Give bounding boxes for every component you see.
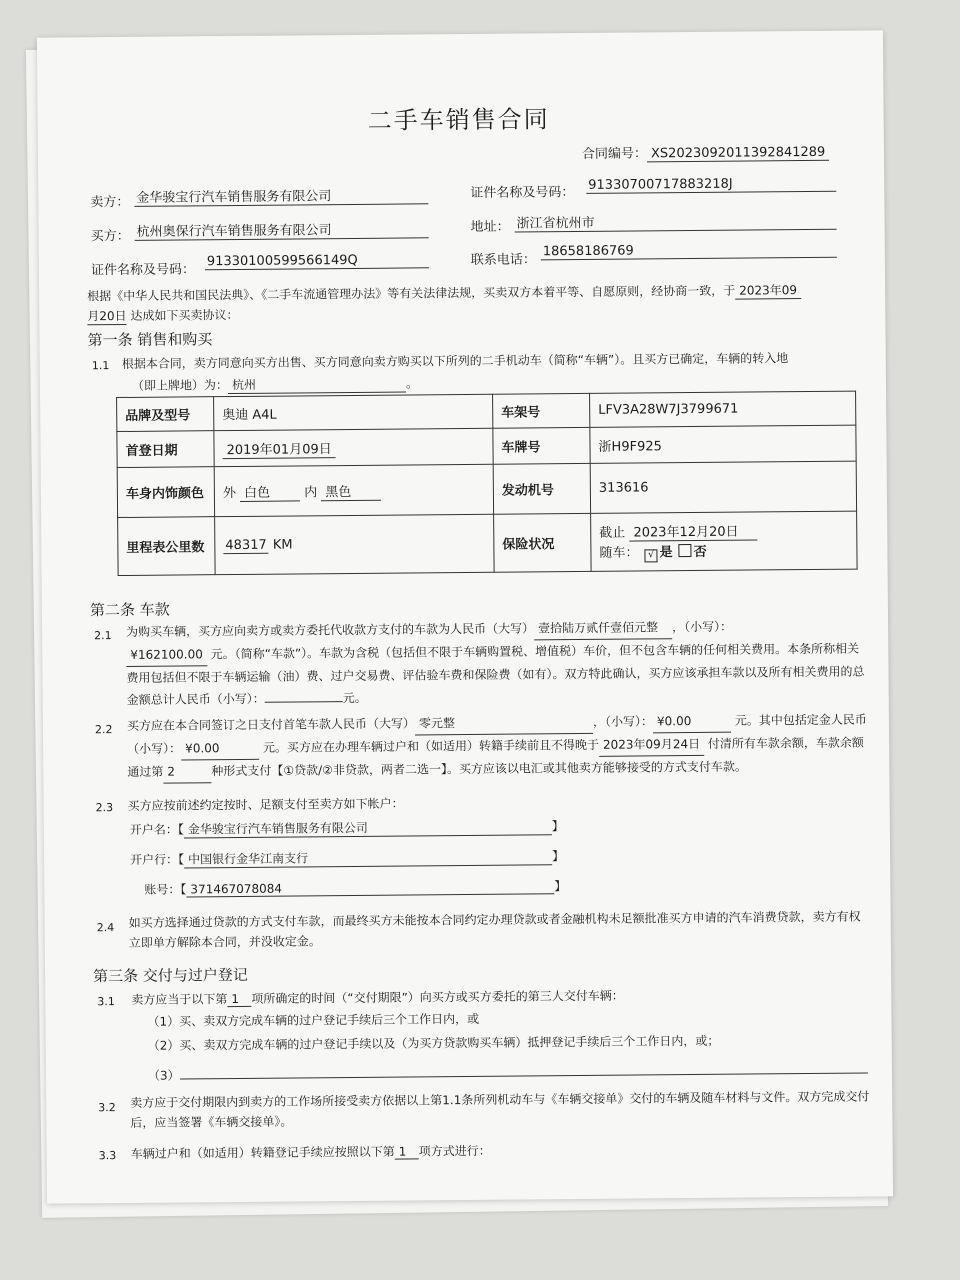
first-payment-small: ¥0.00 <box>653 710 731 734</box>
seller-label: 卖方： <box>90 194 130 211</box>
contract-page <box>37 30 893 1203</box>
account-number: 371467078084 <box>186 879 554 897</box>
article3-1-text: 卖方应当于以下第 <box>131 992 228 1007</box>
article3-3-number: 3.3 <box>98 1149 117 1163</box>
account-name-label: 开户名： <box>129 822 178 837</box>
preamble <box>87 281 801 305</box>
option-3-label: （3） <box>147 1068 180 1083</box>
odometer-cell <box>215 514 494 574</box>
engine-label: 发动机号 <box>493 463 590 514</box>
article1-1-number: 1.1 <box>91 359 110 373</box>
account-number-row <box>144 877 566 898</box>
buyer-id-label: 证件名称及号码： <box>90 262 196 279</box>
option-1: （1）买、卖双方完成车辆的过户登记手续后三个工作日内，或 <box>147 1011 480 1029</box>
bracket-right: 】 <box>552 849 565 864</box>
bank-row <box>130 847 564 869</box>
article3-1-row <box>131 987 624 1008</box>
article2-2-number: 2.2 <box>94 723 113 737</box>
table-row <box>117 461 856 517</box>
page-title: 二手车销售合同 <box>367 105 550 135</box>
with-car-label: 随车： <box>599 545 639 561</box>
price-small <box>126 643 207 667</box>
account-number-label: 账号： <box>144 882 181 897</box>
seller-id-value: 91330700717883218J <box>586 176 836 194</box>
option-3-blank <box>180 1073 868 1080</box>
first-payment-small-label: （小写）： <box>604 714 654 729</box>
bracket-left: 【 <box>180 882 187 897</box>
interior-label: 内 <box>304 484 318 500</box>
deposit-amount: ¥0.00 <box>181 737 259 761</box>
article1-heading: 第一条 销售和购买 <box>87 330 213 350</box>
buyer-phone-label: 联系电话： <box>470 252 536 268</box>
bracket-left: 【 <box>178 852 185 867</box>
article3-3-text2: 项方式进行： <box>418 1143 491 1159</box>
account-name-row <box>130 817 564 839</box>
table-row <box>118 511 857 575</box>
article2-2-text3: 元。买方应在办理车辆过户和（如适用）转籍手续前且不得晚于 <box>262 737 600 755</box>
price-currency: ¥ <box>130 647 139 662</box>
article1-1-line2: （即上牌地）为： 杭州 。 <box>131 376 419 393</box>
article2-2-text: 买方应在本合同签订之日支付首笔车款人民币（大写） <box>126 716 416 733</box>
article2-2-text2: 元。其中包括定金人民币（小写）： <box>127 712 867 756</box>
buyer-addr-label: 地址： <box>470 219 510 235</box>
article2-2-paragraph: 买方应在本合同签订之日支付首笔车款人民币（大写） 零元整 ，（小写）： ¥0.00 元。其中包括定金人民币（小写）： ¥0.00 元。买方应在办理车辆过户和（如适用）转籍手续前且不得晚于 2023年09月24日 付清所有车款余额，车款余额通过第 2 种形式支付【①贷款/②非贷款，两者二选一】。买方应该以电汇或其他卖方能够接受的方式支付车款。 <box>127 708 868 783</box>
transfer-item: 1 <box>395 1144 419 1159</box>
bank-label: 开户行： <box>130 852 179 867</box>
no-label: 否 <box>693 544 707 561</box>
article2-4-text: 如买方选择通过贷款的方式支付车款，而最终买方未能按本合同约定办理贷款或者金融机构未足额批准买方申请的汽车消费贷款，卖方有权立即单方解除本合同，并没收定金。 <box>128 909 861 950</box>
option-3 <box>148 1061 868 1084</box>
account-name: 金华骏宝行汽车销售服务有限公司 <box>184 817 552 838</box>
reg-date-label: 首登日期 <box>117 431 214 468</box>
bracket-left: 【 <box>177 822 184 837</box>
preamble-text: 根据《中华人民共和国民法典》、《二手车流通管理办法》等有关法律法规，买卖双方本着平等、自愿原则，经协商一致，于 <box>87 283 736 304</box>
article3-3-text: 车辆过户和（如适用）转籍登记手续应按照以下第 <box>130 1144 395 1161</box>
odometer-value: 48317 <box>223 537 268 553</box>
article1-1-text: 根据本合同，卖方同意向买方出售、买方同意向卖方购买以下所列的二手机动车（简称“车辆”）。且买方已确定，车辆的转入地 <box>121 351 789 371</box>
insurance-until-label: 截止 <box>599 525 626 541</box>
article1-1-text2: （即上牌地）为： <box>131 378 229 393</box>
buyer-id-value: 91330100599566149Q <box>205 252 429 270</box>
transfer-place: 杭州 <box>228 375 406 395</box>
price-small-label: ，（小写）： <box>672 619 733 635</box>
delivery-item: 1 <box>227 992 251 1007</box>
article3-2-text: 卖方应于交付期限内到卖方的工作场所接受卖方依据以上第1.1条所列机动车与《车辆交接单》交付的车辆及随车材料与文件。双方完成交付后，应当签署《车辆交接单》。 <box>130 1089 870 1130</box>
insurance-label: 保险状况 <box>494 513 592 572</box>
bracket-right: 】 <box>554 879 567 894</box>
balance-deadline: 2023年09月24日 <box>599 733 704 757</box>
engine-value: 313616 <box>590 461 856 513</box>
preamble-tail: 达成如下买卖协议： <box>130 307 239 323</box>
bank-name: 中国银行金华江南支行 <box>184 847 552 868</box>
article3-1-text2: 项所确定的时间（“交付期限”）向买方或买方委托的第三人交付车辆： <box>251 988 624 1006</box>
first-payment-upper: 零元整 <box>415 711 593 736</box>
vehicle-table <box>116 391 858 576</box>
article2-2-text5: 种形式支付【①贷款/②非贷款，两者二选一】。买方应该以电汇或其他卖方能够接受的方式支付车款。 <box>211 759 747 779</box>
odometer-label: 里程表公里数 <box>118 517 216 576</box>
vin-label: 车架号 <box>493 393 590 428</box>
price-amount: 162100.00 <box>137 647 203 662</box>
article2-3-number: 2.3 <box>95 801 114 815</box>
article2-1-number: 2.1 <box>94 629 112 643</box>
yes-label: 是 <box>659 545 673 561</box>
buyer-label: 买方： <box>90 228 130 245</box>
preamble-date2: 月20日 <box>87 308 127 324</box>
buyer-phone-value: 18658186769 <box>541 242 837 261</box>
plate-value: 浙H9F925 <box>590 425 856 463</box>
preamble-line2 <box>87 306 238 325</box>
payment-method: 2 <box>163 760 211 783</box>
article2-3-text: 买方应按前述约定按时、足额支付至卖方如下帐户： <box>127 796 404 813</box>
no-checkbox[interactable] <box>679 544 692 557</box>
contract-no-value: XS2023092011392841289 <box>647 145 829 163</box>
article2-1-paragraph <box>126 615 867 711</box>
insurance-with-car <box>599 540 848 563</box>
article2-4-number: 2.4 <box>96 921 115 935</box>
odometer-unit: KM <box>272 537 293 553</box>
seller-id-label: 证件名称及号码： <box>470 185 575 201</box>
insurance-until <box>599 520 848 542</box>
plate-label: 车牌号 <box>493 427 590 464</box>
article3-1-number: 3.1 <box>97 995 115 1009</box>
article2-1-end: 元。 <box>342 690 367 706</box>
article2-heading: 第二条 车款 <box>89 600 170 620</box>
preamble-date1: 2023年09 <box>735 281 801 300</box>
price-upper: 壹拾陆万贰仟壹佰元整 <box>534 616 672 640</box>
insurance-cell <box>591 511 857 571</box>
reg-date-value: 2019年01月09日 <box>222 438 335 459</box>
color-value <box>214 464 493 516</box>
article2-1-text: 为购买车辆，买方应向卖方或卖方委托代收款方支付的车款为人民币（大写） <box>126 621 535 639</box>
total-amount <box>265 701 343 703</box>
article2-1-text2: 元。（简称“车款”）。车款为含税（包括但不限于车辆购置税、增值税）车价，但不包含车辆的任何相关费用。本条所称相关费用包括但不限于车辆运输（油）费、过户交易费、评估验车费和保险费（如有）。双方特此确认，买方应该承担车款以及所有相关费用的总金额总计人民币（小写）： <box>126 641 865 707</box>
bracket-right: 】 <box>551 819 564 834</box>
seller-value: 金华骏宝行汽车销售服务有限公司 <box>134 184 428 207</box>
article3-2-number: 3.2 <box>98 1101 116 1115</box>
exterior-label: 外 <box>222 485 236 501</box>
brand-label: 品牌及型号 <box>117 397 214 432</box>
yes-checkbox[interactable]: √ <box>645 549 658 562</box>
interior-color: 黑色 <box>321 480 381 501</box>
buyer-value: 杭州奥保行汽车销售服务有限公司 <box>135 218 429 241</box>
exterior-color: 白色 <box>240 481 300 502</box>
option-2: （2）买、卖双方完成车辆的过户登记手续以及（为买方贷款购买车辆）抵押登记手续后三个工作日内，或； <box>147 1033 720 1053</box>
vin-value: LFV3A28W7J3799671 <box>590 391 856 427</box>
buyer-addr-value: 浙江省杭州市 <box>514 210 836 233</box>
color-label: 车身内饰颜色 <box>117 467 214 518</box>
insurance-until-value: 2023年12月20日 <box>629 520 757 541</box>
contract-no-label: 合同编号： <box>581 146 648 162</box>
article2-2-text4: 付清所有车款余额，车款余额通过第 <box>127 735 864 779</box>
article3-3-row <box>131 1142 491 1162</box>
article3-heading: 第三条 交付与过户登记 <box>93 965 248 986</box>
contract-no <box>582 141 829 163</box>
brand-value: 奥迪 A4L <box>214 394 493 430</box>
